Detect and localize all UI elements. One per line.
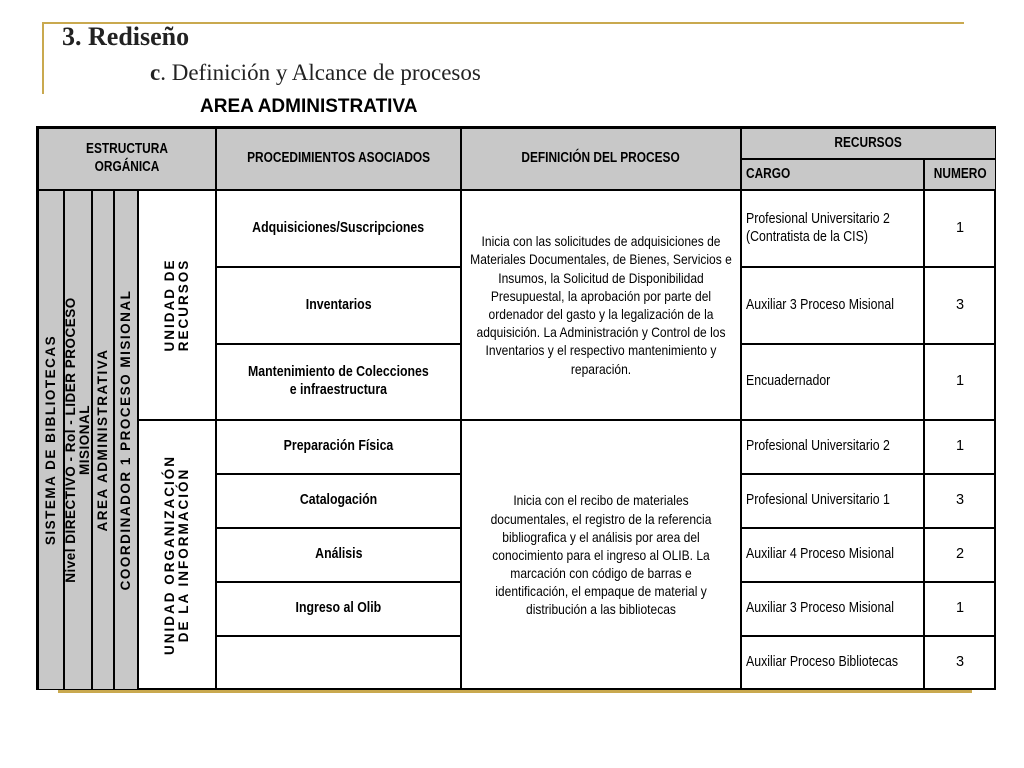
procedure-text: Catalogación bbox=[299, 492, 378, 509]
vertical-coordinador bbox=[114, 190, 138, 690]
header-cargo bbox=[741, 159, 924, 190]
vertical-sistema bbox=[38, 190, 64, 690]
procedure-cell bbox=[216, 636, 461, 690]
slide-title: 3. Rediseño bbox=[62, 22, 190, 51]
cargo-text: Encuadernador bbox=[746, 373, 831, 390]
cargo-text: Auxiliar 3 Proceso Misional bbox=[746, 600, 894, 617]
numero-cell: 2 bbox=[924, 528, 996, 582]
cargo-text: Auxiliar 4 Proceso Misional bbox=[746, 546, 894, 563]
header-estructura bbox=[38, 128, 216, 190]
procedure-text: Inventarios bbox=[305, 296, 372, 313]
procedure-cell bbox=[216, 528, 461, 582]
procedure-cell bbox=[216, 344, 461, 420]
procedure-cell bbox=[216, 190, 461, 267]
vertical-nivel-line1: Nivel DIRECTIVO - Rol - LIDER PROCESO bbox=[62, 297, 78, 583]
numero-cell: 1 bbox=[924, 344, 996, 420]
cargo-line2: (Contratista de la CIS) bbox=[746, 228, 868, 245]
cargo-text: Auxiliar Proceso Bibliotecas bbox=[746, 654, 899, 671]
cargo-line1: Profesional Universitario 2 bbox=[746, 210, 890, 227]
vertical-unidad-recursos-line1: UNIDAD DE bbox=[161, 258, 177, 352]
numero-cell: 1 bbox=[924, 190, 996, 267]
definition-cell bbox=[461, 420, 741, 690]
vertical-nivel bbox=[64, 190, 92, 690]
cargo-text: Profesional Universitario 2 bbox=[746, 438, 890, 455]
header-definicion bbox=[461, 128, 741, 190]
cargo-cell bbox=[741, 582, 924, 636]
header-recursos-text: RECURSOS bbox=[834, 134, 903, 151]
cargo-cell bbox=[741, 474, 924, 528]
procedure-cell bbox=[216, 474, 461, 528]
procedure-cell bbox=[216, 582, 461, 636]
cargo-cell bbox=[741, 636, 924, 690]
definition-cell bbox=[461, 190, 741, 420]
vertical-unidad-organizacion bbox=[138, 420, 216, 690]
vertical-unidad-recursos-text bbox=[163, 258, 191, 351]
vertical-area-text: AREA ADMINISTRATIVA bbox=[94, 348, 110, 532]
numero-cell: 3 bbox=[924, 474, 996, 528]
procedure-text: Ingreso al Olib bbox=[295, 600, 382, 617]
header-numero-text: NUMERO bbox=[933, 165, 987, 182]
numero-cell: 1 bbox=[924, 420, 996, 474]
slide-subtitle bbox=[150, 60, 481, 86]
vertical-coordinador-text: COORDINADOR 1 PROCESO MISIONAL bbox=[117, 289, 133, 591]
cargo-text bbox=[746, 211, 890, 246]
procedure-text: Adquisiciones/Suscripciones bbox=[252, 219, 425, 236]
vertical-unidad-recursos-line2: RECURSOS bbox=[176, 258, 191, 352]
vertical-area bbox=[92, 190, 114, 690]
procedure-cell bbox=[216, 420, 461, 474]
procedure-text bbox=[248, 364, 429, 399]
cargo-cell bbox=[741, 267, 924, 344]
cargo-text: Auxiliar 3 Proceso Misional bbox=[746, 296, 894, 313]
procedure-cell bbox=[216, 267, 461, 344]
definition-text: Inicia con las solicitudes de adquisiciones de Materiales Documentales, de Bienes, Servicios e Insumos, la Solicitud de Disponibilidad Presupuestal, la aprobación por parte del ordenador del gasto y la legalización de la adquisición. La Administración y Control de los Inventarios y el respectivo mantenimiento y reparación. bbox=[470, 233, 732, 377]
vertical-unidad-org-line2: DE LA INFORMACIÓN bbox=[176, 467, 191, 643]
frame-left-line bbox=[42, 22, 44, 94]
header-estructura-text: ESTRUCTURA ORGÁNICA bbox=[86, 141, 168, 175]
numero-cell: 1 bbox=[924, 582, 996, 636]
procedure-text: Análisis bbox=[314, 546, 363, 563]
area-heading: AREA ADMINISTRATIVA bbox=[200, 96, 418, 117]
subtitle-text: . Definición y Alcance de procesos bbox=[160, 60, 481, 85]
vertical-nivel-line2: MISIONAL bbox=[77, 405, 92, 475]
process-table bbox=[36, 126, 996, 690]
procedure-line1: Mantenimiento de Colecciones bbox=[248, 364, 429, 381]
vertical-unidad-org-line1: UNIDAD ORGANIZACIÓN bbox=[161, 455, 177, 655]
header-numero bbox=[924, 159, 996, 190]
vertical-unidad-recursos bbox=[138, 190, 216, 420]
vertical-nivel-text bbox=[64, 297, 92, 583]
header-recursos bbox=[741, 128, 996, 159]
cargo-cell bbox=[741, 528, 924, 582]
header-definicion-text: DEFINICIÓN DEL PROCESO bbox=[521, 150, 681, 167]
cargo-text: Profesional Universitario 1 bbox=[746, 492, 890, 509]
header-cargo-text: CARGO bbox=[746, 165, 791, 182]
vertical-sistema-text: SISTEMA DE BIBLIOTECAS bbox=[42, 334, 58, 546]
header-procedimientos bbox=[216, 128, 461, 190]
procedure-line2: e infraestructura bbox=[289, 382, 388, 398]
subtitle-letter: c bbox=[150, 60, 161, 85]
cargo-cell bbox=[741, 190, 924, 267]
numero-cell: 3 bbox=[924, 267, 996, 344]
cargo-cell bbox=[741, 344, 924, 420]
cargo-cell bbox=[741, 420, 924, 474]
numero-cell: 3 bbox=[924, 636, 996, 690]
procedure-text: Preparación Física bbox=[283, 438, 394, 455]
vertical-unidad-organizacion-text bbox=[163, 455, 191, 655]
definition-text: Inicia con el recibo de materiales documentales, el registro de la referencia bibliografica y el análisis por area del conocimiento para el ingreso al OLIB. La marcación con código de barras e identificación, el empaque de material y distribución a las bibliotecas bbox=[490, 492, 712, 618]
frame-bottom-line bbox=[58, 690, 972, 693]
header-procedimientos-text: PROCEDIMIENTOS ASOCIADOS bbox=[246, 150, 430, 167]
